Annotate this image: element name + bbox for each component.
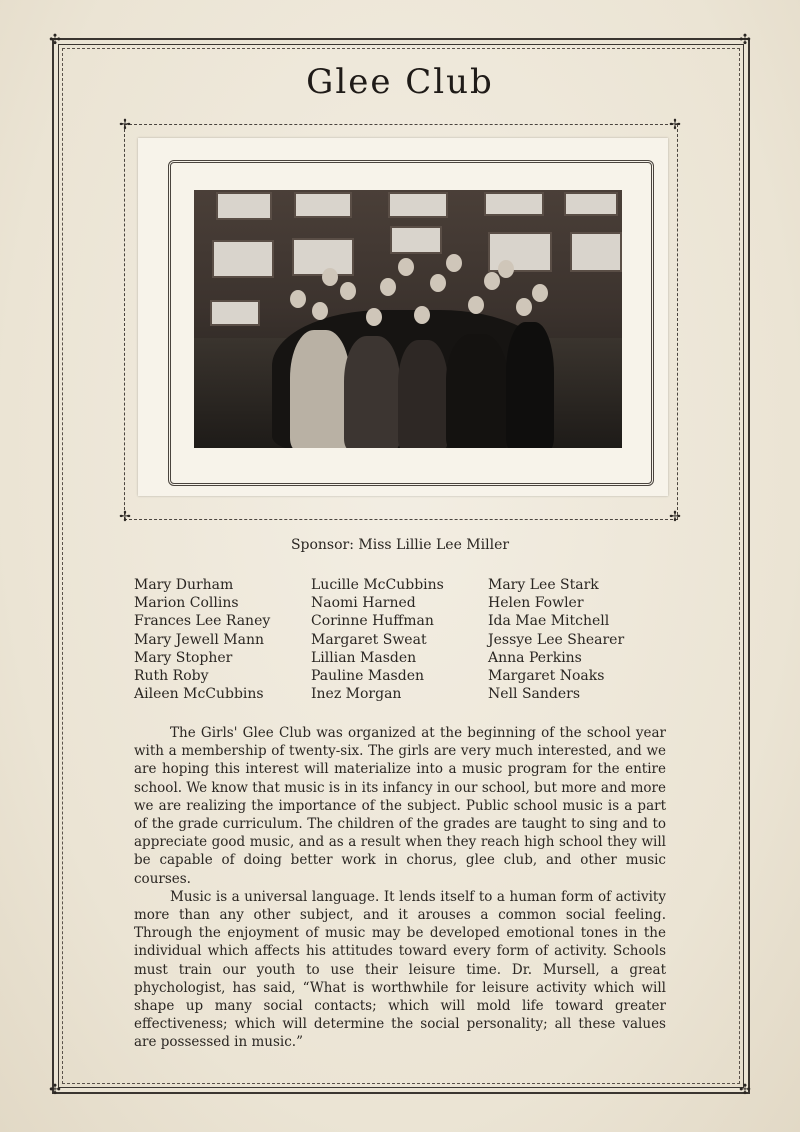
corner-ornament-icon: ✣	[49, 32, 61, 48]
corner-ornament-icon: ✢	[119, 117, 131, 133]
article-body	[134, 724, 666, 1052]
corner-ornament-icon: ✢	[669, 117, 681, 133]
member-name: Helen Fowler	[488, 595, 584, 612]
member-column-1	[134, 576, 270, 703]
member-name: Margaret Sweat	[311, 631, 427, 648]
member-name: Ruth Roby	[134, 668, 209, 685]
sponsor-line: Sponsor: Miss Lillie Lee Miller	[290, 537, 510, 553]
paragraph: Music is a universal language. It lends itself to a human form of activity more than any other subject, and it arouses a common social feeling. Through the enjoyment of music may be developed emotional tones in the individual which affects his attitudes toward every form of activity. Schools must train our youth to use their leisure time. Dr. Mursell, a great phychologist, has said, “What is worthwhile for leisure activity which will shape up many social contacts; which will mold life toward greater effectiveness; which will determine the social personality; all these values are possessed in music.”	[134, 888, 666, 1051]
corner-ornament-icon: ✣	[739, 32, 751, 48]
member-name: Jessye Lee Shearer	[488, 631, 625, 648]
page-title: Glee Club	[306, 62, 494, 102]
member-name: Mary Jewell Mann	[134, 631, 265, 648]
member-name: Corinne Huffman	[311, 613, 434, 630]
corner-ornament-icon: ✣	[739, 1082, 751, 1098]
member-name: Margaret Noaks	[488, 668, 605, 685]
member-name: Frances Lee Raney	[134, 613, 271, 630]
corner-ornament-icon: ✢	[119, 509, 131, 525]
corner-ornament-icon: ✣	[49, 1082, 61, 1098]
member-name: Ida Mae Mitchell	[488, 613, 610, 630]
member-name: Marion Collins	[134, 595, 239, 612]
group-photo	[194, 190, 622, 448]
member-name: Lucille McCubbins	[311, 577, 444, 593]
member-name: Lillian Masden	[311, 649, 417, 666]
member-name: Anna Perkins	[488, 649, 582, 666]
member-column-2	[311, 576, 444, 703]
member-name: Inez Morgan	[311, 686, 402, 703]
member-name: Mary Stopher	[134, 649, 233, 666]
paragraph: The Girls' Glee Club was organized at the beginning of the school year with a membership of twenty-six. The girls are very much interested, and we are hoping this interest will materialize into a music program for the entire school. We know that music is in its infancy in our school, but more and more we are realizing the importance of the subject. Public school music is a part of the grade curriculum. The children of the grades are taught to sing and to appreciate good music, and as a result when they reach high school they will be capable of doing better work in chorus, glee club, and other music courses.	[134, 725, 666, 887]
member-name: Mary Lee Stark	[488, 577, 599, 593]
member-name: Pauline Masden	[311, 668, 424, 685]
member-name: Aileen McCubbins	[134, 686, 264, 703]
member-name: Mary Durham	[134, 577, 234, 593]
member-column-3	[488, 576, 624, 703]
member-name: Nell Sanders	[488, 686, 581, 703]
corner-ornament-icon: ✢	[669, 509, 681, 525]
member-name: Naomi Harned	[311, 595, 416, 612]
